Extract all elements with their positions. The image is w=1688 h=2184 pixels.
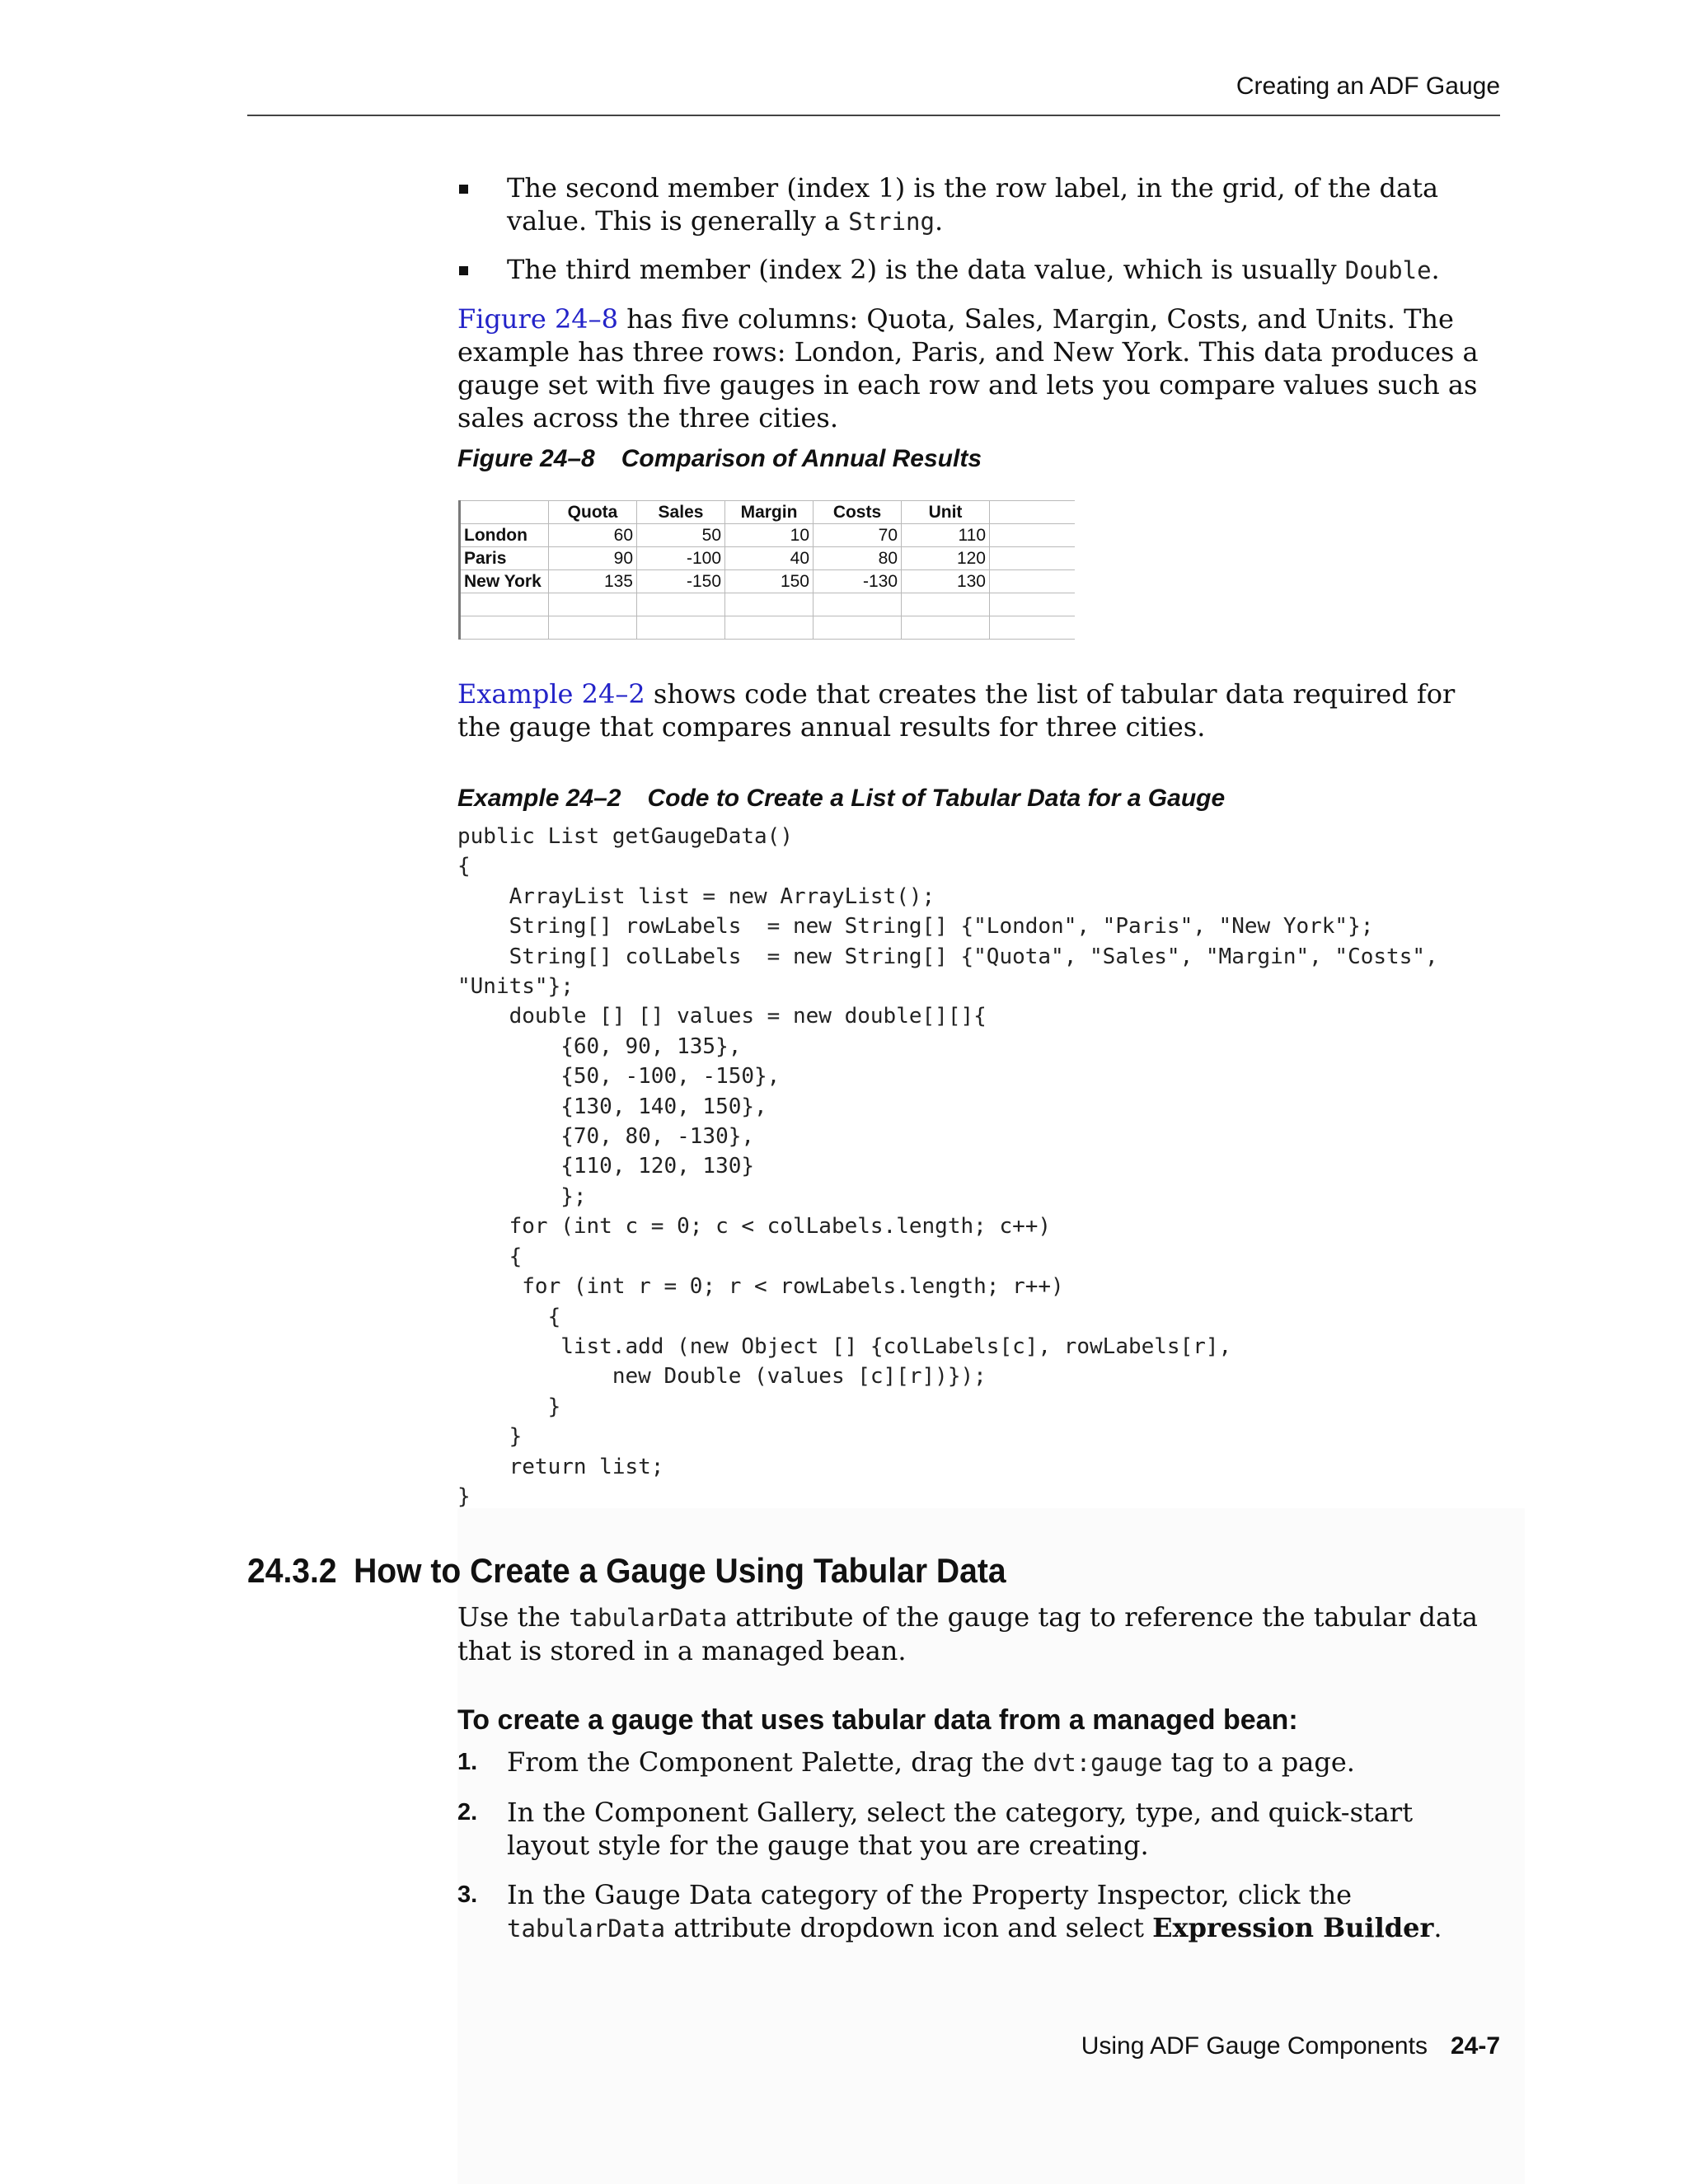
example-title: Code to Create a List of Tabular Data for a Gauge bbox=[647, 785, 1226, 812]
figure-link[interactable]: Figure 24–8 bbox=[457, 303, 619, 335]
step-text: In the Gauge Data category of the Property Inspector, click the bbox=[507, 1879, 1353, 1910]
empty-cell bbox=[990, 501, 1076, 524]
table-cell: 110 bbox=[902, 524, 990, 547]
step-text-end: tag to a page. bbox=[1162, 1746, 1355, 1778]
procedure-step bbox=[457, 1746, 1500, 1779]
bullet-text: The third member (index 2) is the data value, which is usually bbox=[507, 254, 1345, 285]
row-label: Paris bbox=[460, 547, 549, 570]
step-number: 2. bbox=[457, 1799, 478, 1825]
row-label: New York bbox=[460, 570, 549, 593]
inline-code: String bbox=[848, 208, 935, 236]
column-header: Costs bbox=[814, 501, 902, 524]
intro-paragraph bbox=[457, 302, 1500, 434]
step-number: 1. bbox=[457, 1749, 478, 1775]
corner-cell bbox=[460, 501, 549, 524]
empty-cell bbox=[990, 570, 1076, 593]
table-cell: 135 bbox=[549, 570, 637, 593]
list-item bbox=[457, 253, 1500, 287]
ui-term: Expression Builder bbox=[1152, 1912, 1434, 1943]
table-row bbox=[460, 570, 1076, 593]
list-item bbox=[457, 171, 1500, 238]
annual-results-grid bbox=[458, 500, 1075, 640]
example-label: Example 24–2 bbox=[457, 785, 621, 812]
table-cell: 60 bbox=[549, 524, 637, 547]
page-footer bbox=[247, 2032, 1500, 2060]
table-cell: 10 bbox=[725, 524, 814, 547]
page-number: 24-7 bbox=[1450, 2032, 1500, 2060]
bullet-text: The second member (index 1) is the row label, in the grid, of the data value. This is generally a bbox=[507, 172, 1439, 237]
figure-caption bbox=[457, 445, 1500, 473]
table-cell: 150 bbox=[725, 570, 814, 593]
square-bullet-icon bbox=[459, 185, 468, 194]
table-cell: 40 bbox=[725, 547, 814, 570]
inline-code: tabularData bbox=[507, 1915, 666, 1943]
inline-code: Double bbox=[1344, 256, 1432, 284]
table-row bbox=[460, 547, 1076, 570]
section-paragraph bbox=[457, 1601, 1500, 1667]
section-heading bbox=[247, 1551, 1006, 1591]
step-number: 3. bbox=[457, 1882, 478, 1908]
bullet-text-end: . bbox=[1431, 254, 1440, 285]
empty-cell bbox=[990, 524, 1076, 547]
table-cell: -100 bbox=[637, 547, 725, 570]
example-text: shows code that creates the list of tabular data required for the gauge that compares annual results for three cities. bbox=[457, 678, 1456, 743]
code-block: public List getGaugeData() { ArrayList list = new ArrayList(); String[] rowLabels = new String[] {"London", "Paris", "New York"}; String[] colLabels = new String[] {"Quota", "Sales", "Margin", "Costs", "Units"}; double [] [] values = new double[][]{ {60, 90, 135}, {50, -100, -150}, {130, 140, 150}, {70, 80, -130}, {110, 120, 130} }; for (int c = 0; c < colLabels.length; c++) { for (int r = 0; r < rowLabels.length; r++) { list.add (new Object [] {colLabels[c], rowLabels[r], new Double (values [c][r])}); } } return list; } bbox=[457, 824, 1438, 1509]
section-number: 24.3.2 bbox=[247, 1551, 337, 1590]
section-text-end: attribute of the gauge tag to reference the tabular data that is stored in a managed bean. bbox=[457, 1601, 1478, 1666]
table-cell: 120 bbox=[902, 547, 990, 570]
example-caption bbox=[457, 785, 1500, 813]
example-link[interactable]: Example 24–2 bbox=[457, 678, 645, 710]
running-header: Creating an ADF Gauge bbox=[1236, 73, 1500, 100]
procedure-steps bbox=[457, 1746, 1500, 1961]
table-cell: 130 bbox=[902, 570, 990, 593]
row-label: London bbox=[460, 524, 549, 547]
header-rule bbox=[247, 115, 1500, 116]
example-paragraph bbox=[457, 677, 1500, 743]
step-text-mid: attribute dropdown icon and select bbox=[665, 1912, 1153, 1943]
inline-code: tabularData bbox=[569, 1604, 728, 1632]
intro-text: has five columns: Quota, Sales, Margin, Costs, and Units. The example has three rows: London, Paris, and New York. This data produces a gauge set with five gauges in each row and lets you compare values such as sales across the three cities. bbox=[457, 303, 1479, 434]
table-cell: 90 bbox=[549, 547, 637, 570]
figure-label: Figure 24–8 bbox=[457, 445, 595, 472]
step-text: In the Component Gallery, select the category, type, and quick-start layout style for the gauge that you are creating. bbox=[507, 1797, 1414, 1861]
empty-row bbox=[460, 593, 1076, 616]
procedure-step bbox=[457, 1796, 1500, 1862]
empty-row bbox=[460, 616, 1076, 640]
table-cell: -130 bbox=[814, 570, 902, 593]
procedure-step bbox=[457, 1878, 1500, 1945]
empty-cell bbox=[990, 547, 1076, 570]
footer-title: Using ADF Gauge Components bbox=[1081, 2032, 1428, 2060]
section-text: Use the bbox=[457, 1601, 570, 1633]
grid-header-row bbox=[460, 501, 1076, 524]
inline-code: dvt:gauge bbox=[1033, 1749, 1163, 1777]
figure-title: Comparison of Annual Results bbox=[621, 445, 982, 472]
square-bullet-icon bbox=[459, 266, 468, 275]
table-cell: 80 bbox=[814, 547, 902, 570]
table-cell: 70 bbox=[814, 524, 902, 547]
step-text-end: . bbox=[1433, 1912, 1442, 1943]
bullet-text-end: . bbox=[934, 205, 944, 237]
procedure-heading: To create a gauge that uses tabular data from a managed bean: bbox=[457, 1704, 1298, 1736]
step-text: From the Component Palette, drag the bbox=[507, 1746, 1034, 1778]
table-cell: -150 bbox=[637, 570, 725, 593]
table-cell: 50 bbox=[637, 524, 725, 547]
section-title: How to Create a Gauge Using Tabular Data bbox=[354, 1551, 1006, 1590]
column-header: Margin bbox=[725, 501, 814, 524]
column-header: Quota bbox=[549, 501, 637, 524]
table-row bbox=[460, 524, 1076, 547]
bullet-list bbox=[457, 171, 1500, 302]
column-header: Sales bbox=[637, 501, 725, 524]
column-header: Unit bbox=[902, 501, 990, 524]
